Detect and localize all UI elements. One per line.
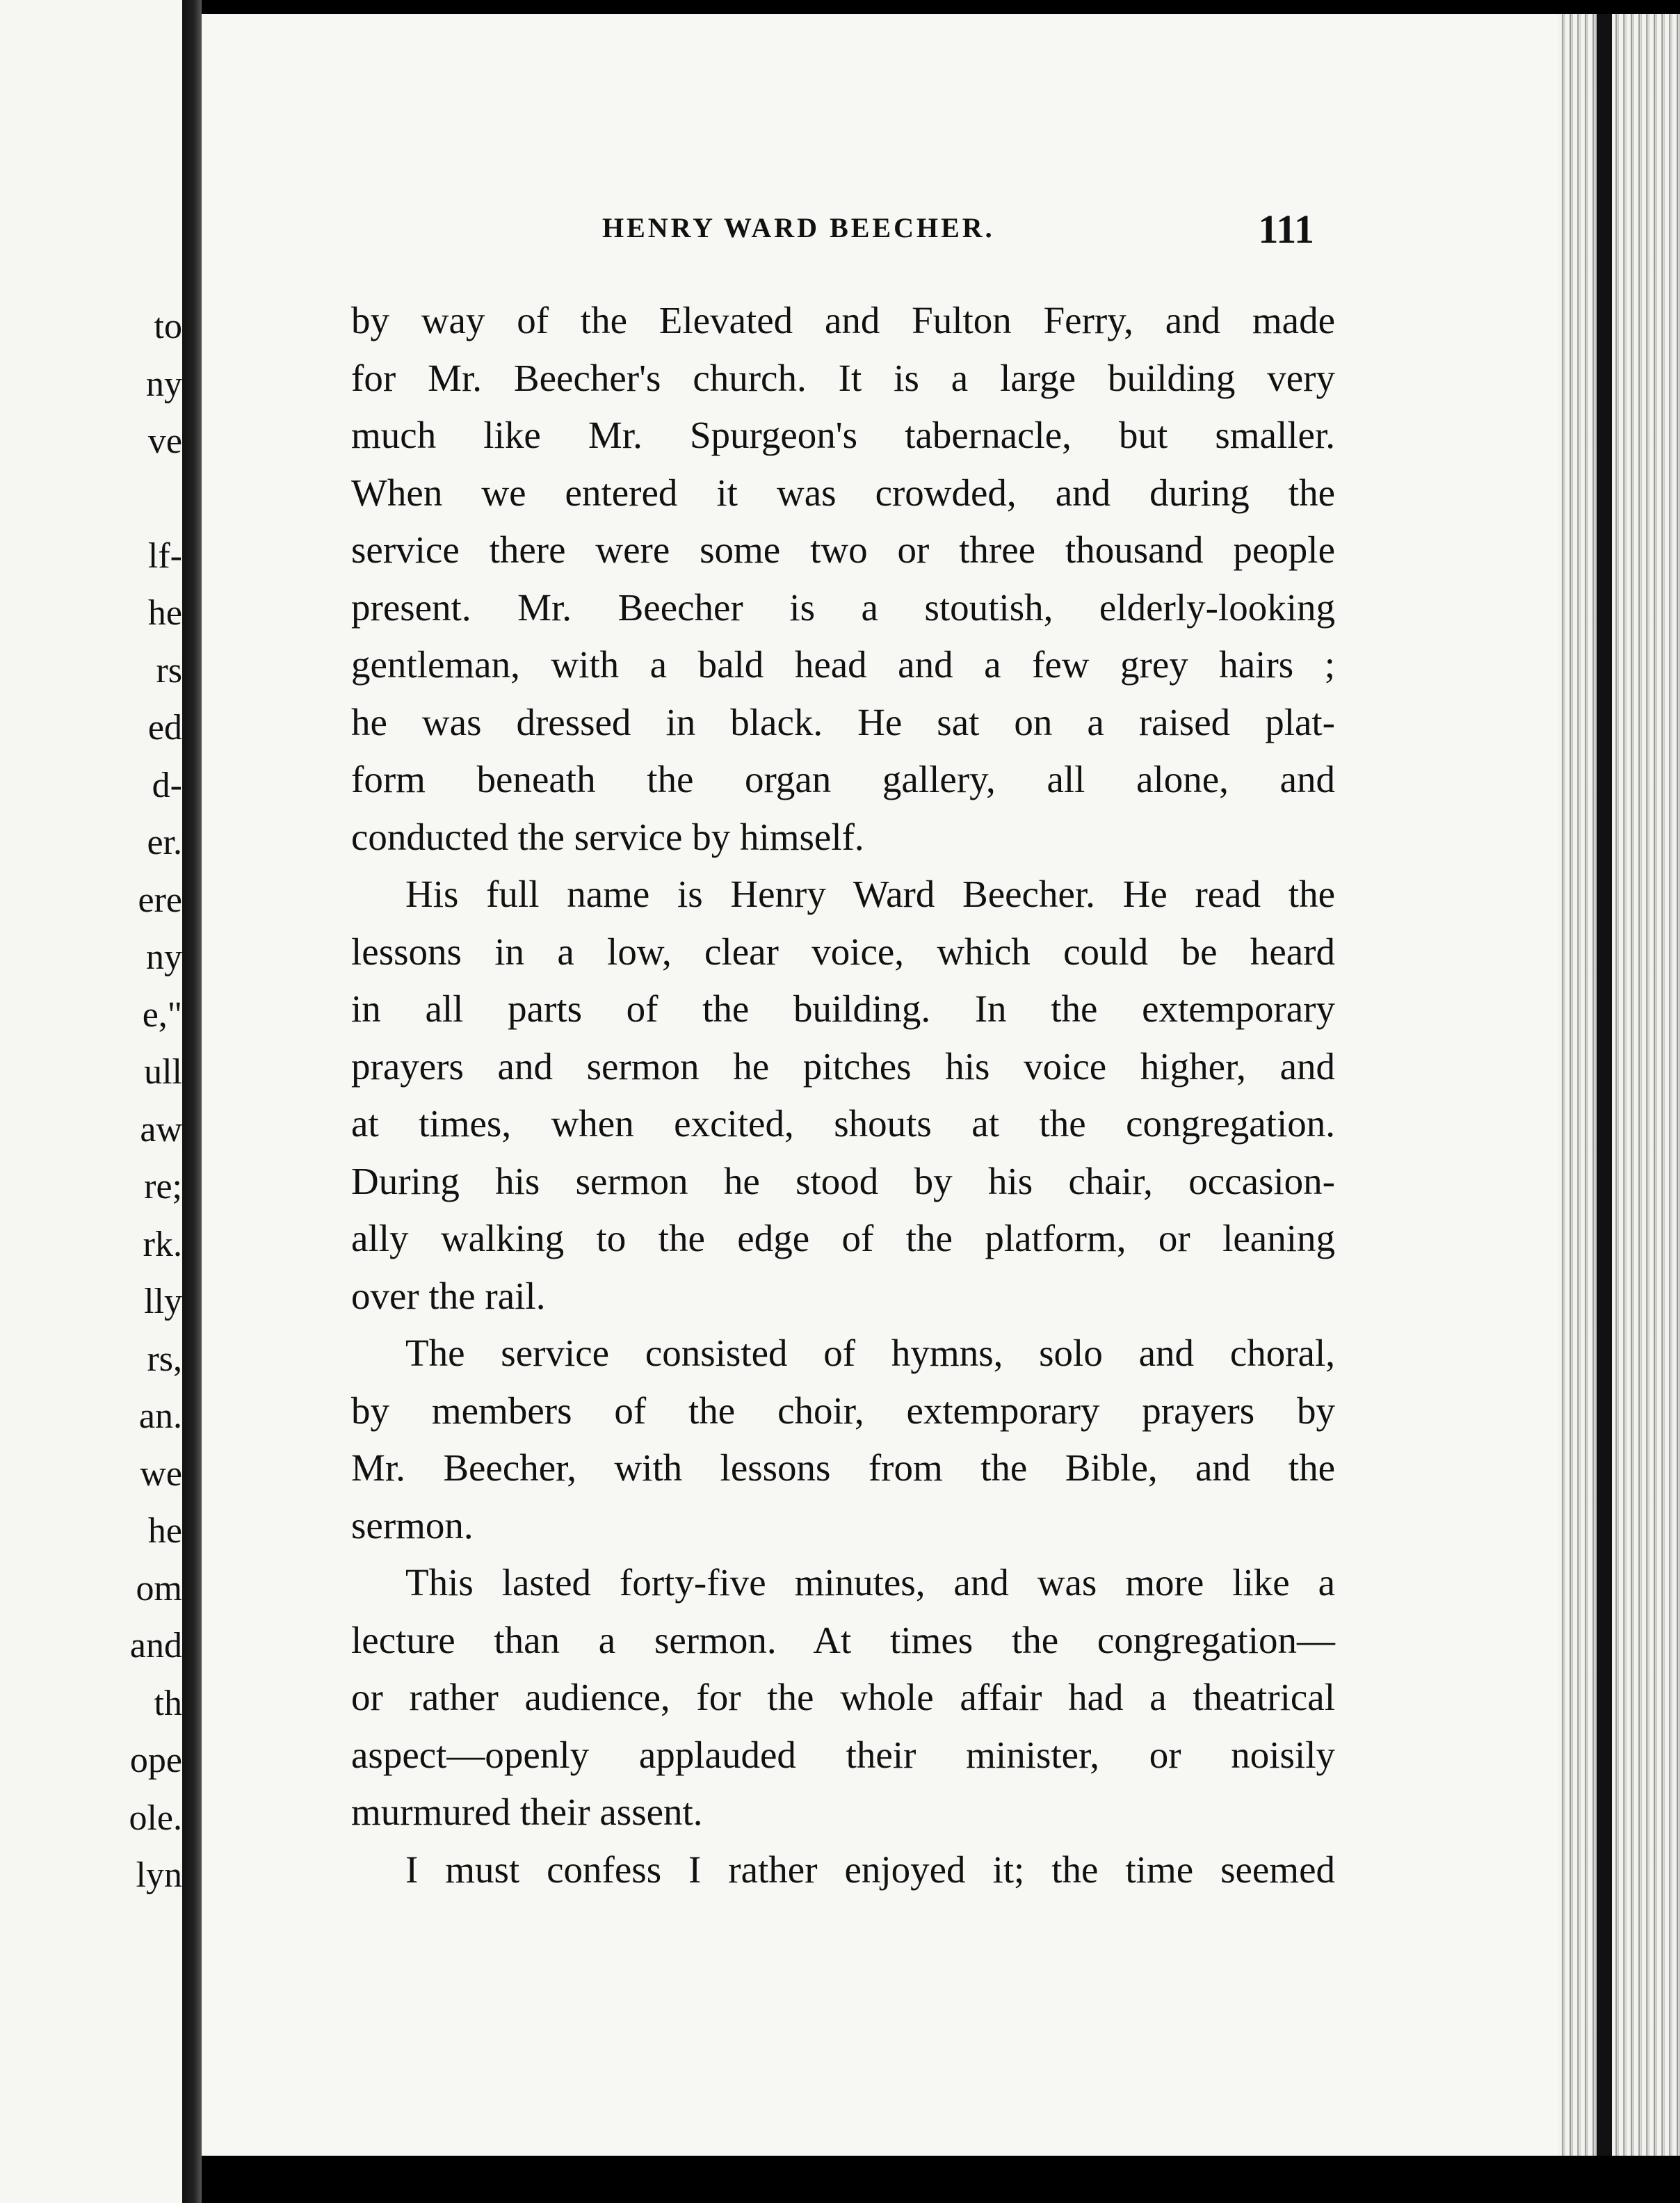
facing-page-fragment: re; (144, 1167, 182, 1207)
facing-page-fragment: e," (142, 994, 182, 1035)
facing-page-fragment: aw (140, 1109, 182, 1149)
paragraph (351, 292, 1335, 866)
text-line: Mr. Beecher, with lessons from the Bible, and the (351, 1446, 1335, 1489)
text-line: service there were some two or three thousand people (351, 528, 1335, 571)
text-line: ally walking to the edge of the platform, or leaning (351, 1217, 1335, 1259)
facing-page-fragment: er. (147, 823, 182, 862)
text-line: for Mr. Beecher's church. It is a large building very (351, 356, 1335, 399)
facing-page-fragment: we (140, 1453, 182, 1494)
text-line: form beneath the organ gallery, all alone, and (351, 758, 1335, 800)
facing-page-fragment: lyn (136, 1855, 182, 1895)
text-line: at times, when excited, shouts at the congregation. (351, 1102, 1335, 1145)
text-line: During his sermon he stood by his chair, occasion- (351, 1159, 1335, 1202)
facing-page-fragment: rk. (143, 1224, 182, 1264)
text-line: gentleman, with a bald head and a few grey hairs ; (351, 643, 1335, 686)
facing-page-fragment: th (154, 1683, 182, 1723)
facing-page-fragment: ope (129, 1741, 182, 1780)
text-line: by members of the choir, extemporary prayers by (351, 1389, 1335, 1432)
paragraph (351, 1554, 1335, 1841)
facing-page-fragment: lf- (147, 535, 182, 576)
text-line: I must confess I rather enjoyed it; the time seemed (405, 1848, 1335, 1891)
facing-page-fragment: ed (147, 708, 182, 748)
text-line: conducted the service by himself. (351, 815, 864, 858)
text-line: he was dressed in black. He sat on a raised plat- (351, 700, 1335, 743)
paragraph (351, 866, 1335, 1325)
book-gutter (182, 0, 202, 2203)
running-title: HENRY WARD BEECHER. (602, 212, 995, 243)
text-line: This lasted forty-five minutes, and was more like a (405, 1561, 1335, 1604)
facing-page-fragment: rs, (147, 1339, 182, 1379)
page-edge-shadow (1597, 14, 1612, 2156)
text-line: lessons in a low, clear voice, which could be heard (351, 930, 1335, 973)
facing-page-fragment: he (147, 593, 182, 633)
page-edges (1558, 14, 1680, 2156)
running-head (202, 206, 1314, 255)
text-line: sermon. (351, 1503, 474, 1547)
text-line: His full name is Henry Ward Beecher. He read the (405, 873, 1335, 915)
text-line: much like Mr. Spurgeon's tabernacle, but smaller. (351, 414, 1335, 456)
paragraph (351, 1841, 1335, 1899)
text-line: over the rail. (351, 1274, 546, 1317)
facing-page-fragment: rs (156, 650, 182, 691)
text-line: lecture than a sermon. At times the congregation— (351, 1618, 1335, 1661)
scan-bottom-border (202, 2156, 1680, 2203)
text-line: aspect—openly applauded their minister, or noisily (351, 1733, 1335, 1776)
text-line: in all parts of the building. In the extemporary (351, 987, 1335, 1030)
facing-page-fragment: an. (138, 1396, 182, 1436)
text-line: When we entered it was crowded, and during the (351, 471, 1335, 514)
facing-page-fragment: ny (146, 937, 182, 977)
facing-page-fragment: and (129, 1626, 182, 1665)
facing-page-fragment: ere (138, 880, 182, 920)
text-line: murmured their assent. (351, 1791, 703, 1833)
page-number: 111 (1258, 207, 1314, 252)
facing-page-fragment: to (154, 307, 182, 346)
facing-page-left (0, 0, 182, 2203)
text-line: or rather audience, for the whole affair had a theatrical (351, 1676, 1335, 1718)
facing-page-fragment: d- (152, 765, 182, 805)
facing-page-fragment: ole. (129, 1798, 182, 1838)
facing-page-fragment: lly (144, 1282, 182, 1321)
text-line: present. Mr. Beecher is a stoutish, elderly-looking (351, 586, 1335, 629)
facing-page-fragment: he (147, 1511, 182, 1551)
facing-page-fragment: ull (144, 1052, 182, 1092)
paragraph (351, 1325, 1335, 1554)
facing-page-fragment: ve (147, 421, 182, 461)
body-text (351, 292, 1335, 1898)
text-line: The service consisted of hymns, solo and choral, (405, 1332, 1335, 1374)
facing-page-fragment: om (136, 1568, 182, 1608)
text-line: by way of the Elevated and Fulton Ferry, and made (351, 299, 1335, 341)
text-line: prayers and sermon he pitches his voice higher, and (351, 1044, 1335, 1088)
facing-page-fragment: ny (146, 364, 182, 404)
